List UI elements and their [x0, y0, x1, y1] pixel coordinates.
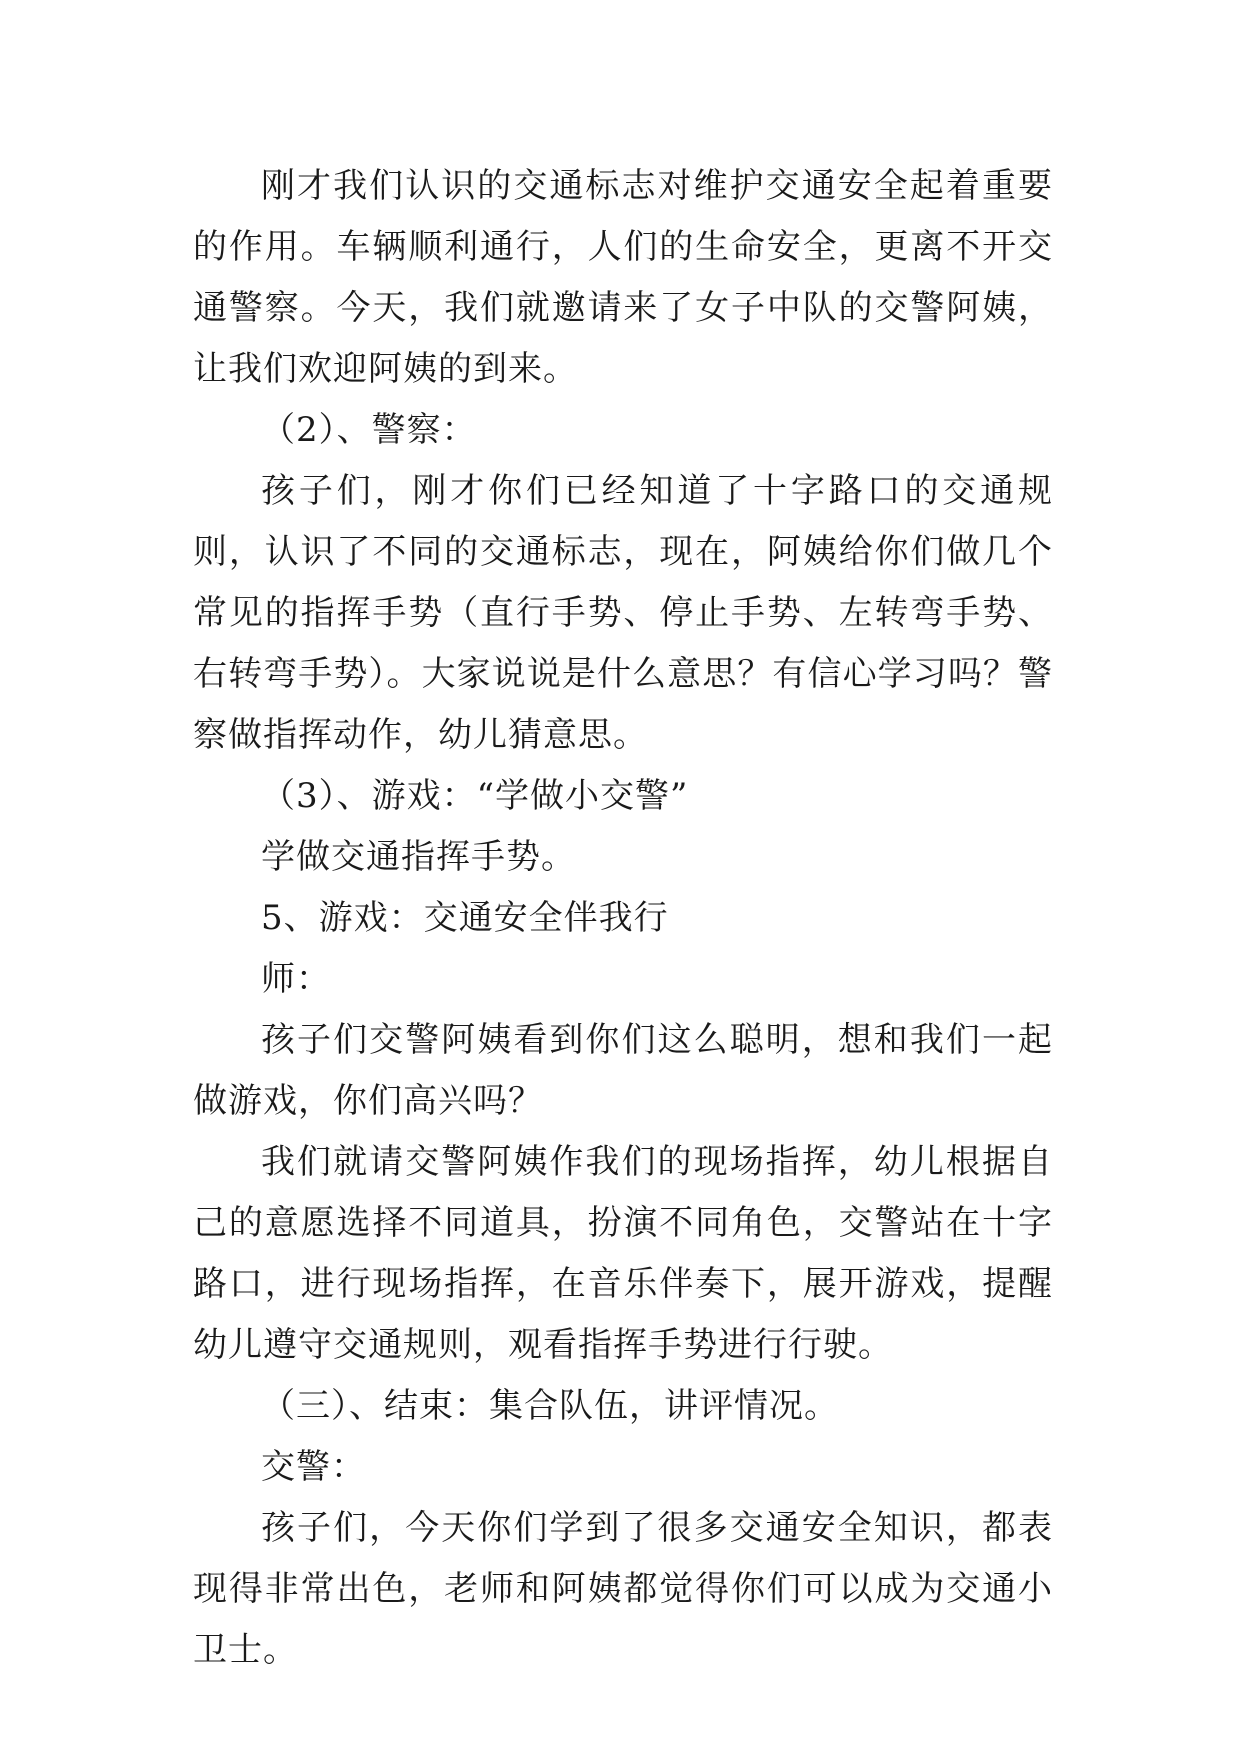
document-body: [193, 156, 1053, 1681]
paragraph-game-description: 我们就请交警阿姨作我们的现场指挥，幼儿根据自己的意愿选择不同道具，扮演不同角色，交警站在十字路口，进行现场指挥，在音乐伴奏下，展开游戏，提醒幼儿遵守交通规则，观看指挥手势进行行驶。: [193, 1142, 1053, 1365]
paragraph-closing: 孩子们，今天你们学到了很多交通安全知识，都表现得非常出色，老师和阿姨都觉得你们可以成为交通小卫士。: [193, 1508, 1053, 1670]
paragraph-teacher-speech: 孩子们交警阿姨看到你们这么聪明，想和我们一起做游戏，你们高兴吗？: [193, 1020, 1053, 1121]
heading-game-safety: 5、游戏：交通安全伴我行: [261, 898, 669, 938]
paragraph-intro: 刚才我们认识的交通标志对维护交通安全起着重要的作用。车辆顺利通行，人们的生命安全，更离不开交通警察。今天，我们就邀请来了女子中队的交警阿姨，让我们欢迎阿姨的到来。: [193, 166, 1053, 389]
label-traffic-police: 交警：: [261, 1447, 366, 1487]
paragraph-police-speech: 孩子们，刚才你们已经知道了十字路口的交通规则，认识了不同的交通标志，现在，阿姨给你们做几个常见的指挥手势（直行手势、停止手势、左转弯手势、右转弯手势）。大家说说是什么意思？有信心学习吗？警察做指挥动作，幼儿猜意思。: [193, 471, 1053, 755]
paragraph-learn-gestures: 学做交通指挥手势。: [261, 837, 576, 877]
heading-game-traffic-police: （3）、游戏：“学做小交警”: [261, 776, 689, 816]
heading-police: （2）、警察：: [261, 410, 477, 450]
heading-conclusion: （三）、结束：集合队伍，讲评情况。: [261, 1386, 839, 1426]
label-teacher: 师：: [261, 959, 331, 999]
